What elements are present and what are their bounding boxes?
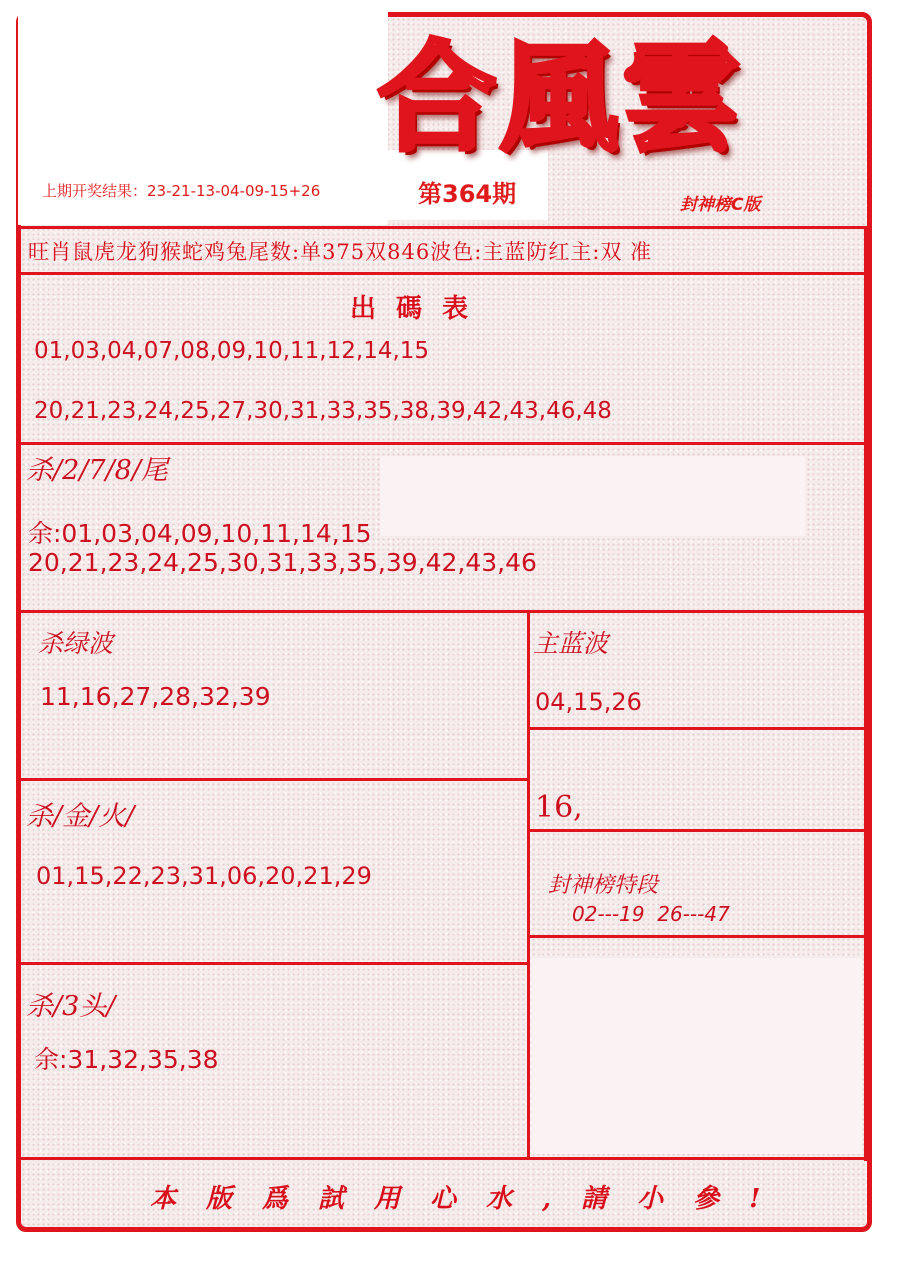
numbers-line-1: 01,03,04,07,08,09,10,11,12,14,15 [34,338,430,364]
kill-green-label: 杀绿波 [38,629,114,658]
main-blue-label: 主蓝波 [533,629,609,658]
kill-tail-line-2: 20,21,23,24,25,30,31,33,35,39,42,43,46 [28,548,537,577]
divider [527,610,530,1158]
kill-green-numbers: 11,16,27,28,32,39 [40,682,271,711]
divider [528,727,868,730]
divider [864,226,867,1161]
divider [20,610,868,613]
blank-area [380,456,805,536]
kill-head-numbers: 余:31,32,35,38 [34,1045,219,1074]
divider [20,1157,868,1160]
special-section-ranges: 02---19 26---47 [572,902,730,926]
page-title: 合風雲 [378,28,745,167]
special-section-label: 封神榜特段 [548,873,659,898]
kill-tail-label: 杀/2/7/8/尾 [26,455,168,486]
main-blue-numbers: 04,15,26 [535,688,642,716]
divider [20,226,868,229]
numbers-table-title: 出碼表 [350,294,489,324]
kill-tail-line-1: 余:01,03,04,09,10,11,14,15 [28,519,372,548]
divider [20,962,530,965]
divider [528,935,868,938]
info-row: 旺肖鼠虎龙狗猴蛇鸡兔尾数:单375双846波色:主蓝防红主:双 准 [28,240,653,264]
divider [20,442,868,445]
divider [528,829,868,832]
footer-note: 本版爲試用心水,請小參! [150,1184,791,1214]
kill-head-label: 杀/3头/ [26,991,116,1022]
edition-label: 封神榜C版 [680,195,761,215]
title-block [378,22,798,182]
kill-element-numbers: 01,15,22,23,31,06,20,21,29 [36,862,372,890]
divider [20,272,868,275]
divider [20,778,530,781]
numbers-line-2: 20,21,23,24,25,27,30,31,33,35,38,39,42,43,46,48 [34,398,612,424]
kill-element-label: 杀/金/火/ [26,801,135,832]
issue-number: 第364期 [418,180,517,208]
last-result-text: 上期开奖结果：23-21-13-04-09-15+26 [42,182,321,200]
single-number: 16, [535,790,583,825]
blank-panel [532,958,862,1154]
